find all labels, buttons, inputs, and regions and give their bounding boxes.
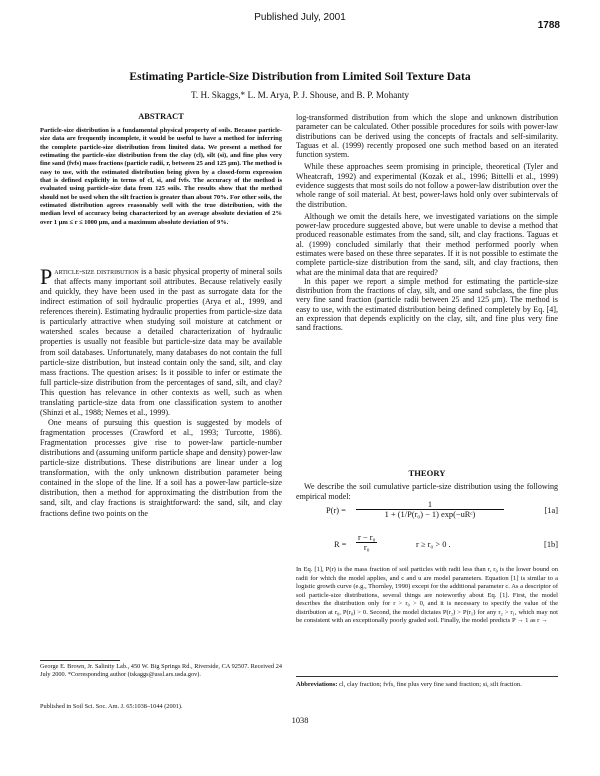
page-number-bottom: 1038	[291, 716, 309, 725]
footnote-rule	[40, 660, 120, 661]
publication-footnote: Published in Soil Sci. Soc. Am. J. 65:1038–1044 (2001).	[40, 703, 183, 710]
right-paragraph-4: In this paper we report a simple method for estimating the particle-size distribution from the fractions of clay, silt, and one sand subclass, the fine plus very fine sand fraction (particle radii between 25 and 125 μm). The method is easy to use, with the estimated distribution being defined completely by Eq. [4], an expression that depends explicitly on the clay, silt, and fine plus very fine sand fractions.	[296, 276, 558, 333]
intro-smallcaps: article-size distribution	[54, 267, 139, 276]
equation-1b-label: [1b]	[544, 540, 558, 549]
theory-explanation: In Eq. [1], P(r) is the mass fraction of soil particles with radii less than r, r₀ is the lower bound on radii for which the model applies, and c and u are model parameters. Equation [1] is similar to a logistic growth curve (e.g., Thornley, 1990) except for the additional parameter c. As a descriptor of soil particle-size distributions, several things are noteworthy about Eq. [1]. First, the model describes the distribution only for r > r₀ > 0, and it is necessary to specify the value of the distribution at r₀, P(r₀) > 0. Second, the model dictates P(r₂) > P(r₁) for any r₂ > r₁, which may not be consistent with an exceptionally poorly graded soil. Finally, the model predicts P → 1 as r →	[296, 566, 558, 625]
right-paragraph-3: Although we omit the details here, we investigated variations on the simple power-law procedure suggested above, but were unable to devise a method that produced reasonable estimates from the sand, silt, and clay fractions. Taguas et al. (1999) concluded similarly that their method performed poorly when estimates were based on these three separates. If it is not possible to estimate the complete particle-size distribution from the sand, silt, and clay fractions, then what are the minimal data that are required?	[296, 211, 558, 277]
paper-authors: T. H. Skaggs,* L. M. Arya, P. J. Shouse, and B. P. Mohanty	[190, 90, 410, 100]
abbreviations-rule	[296, 676, 558, 677]
intro-paragraph-2: One means of pursuing this question is suggested by models of fragmentation processes (Crawford et al., 1993; Turcotte, 1986). Fragmentation processes give rise to power-law particle-number distributions and (assuming uniform particle shape and density) power-law particle-size distributions. These distributions are linear under a log transformation, with the only unknown distribution parameter being contained in the slope of the line. If a soil has a power-law particle-size distribution, then a method for approximating the distribution from the sand, silt, and clay fractions is straightforward: the sand, silt, and clay fractions define two points on the	[40, 417, 282, 518]
right-paragraph-1: log-transformed distribution from which the slope and unknown distribution parameter can be calculated. Other possible procedures for soils with power-law distributions can be derived using the concepts of fractals and self-similarity. Taguas et al. (1999) recently proposed one such method based on an iterated function system.	[296, 113, 558, 160]
left-column-body	[40, 264, 283, 519]
equation-1b-fraction	[356, 533, 377, 552]
equation-1a-numerator: 1	[356, 500, 504, 510]
drop-cap: P	[40, 264, 53, 289]
equation-1a-label: [1a]	[544, 506, 558, 515]
page-number-top: 1788	[537, 20, 560, 31]
affiliation-footnote: George E. Brown, Jr. Salinity Lab., 450 W. Big Springs Rd., Riverside, CA 92507. Received 24 July 2000. *Corresponding author (tskaggs@ussl.ars.usda.gov).	[40, 663, 282, 679]
equation-1a-lhs: P(r) =	[326, 506, 346, 515]
equation-1b-condition: r ≥ r₀ > 0 .	[416, 540, 451, 549]
theory-intro: We describe the soil cumulative particle-size distribution using the following empirical model:	[296, 482, 558, 501]
intro-paragraph-1-text: is a basic physical property of mineral soils that affects many important soil attributes. Because relatively easily and quickly, they have been used in the past as surrogate data for the indirect estimation of soil hydraulic properties (Arya et al., 1999, and references therein). Estimating hydraulic properties from particle-size data is particularly attractive when studying soil moisture at catchment or watershed scales because a detailed characterization of hydraulic properties is usually not feasible but particle-size data may be available from soil databases. Unfortunately, many databases do not contain the full particle-size distribution, but instead contain only the sand, silt, and clay mass fractions. The question arises: Is it possible to infer or estimate the full particle-size distribution from the percentages of sand, silt, and clay? This question has relevance in other contexts as well, such as when translating particle-size data from one classification system to another (Shinzi et al., 1988; Nemes et al., 1999).	[40, 267, 283, 417]
published-note: Published July, 2001	[254, 12, 346, 23]
abbreviations-note	[296, 681, 558, 689]
abstract-heading: ABSTRACT	[138, 112, 184, 121]
right-paragraph-2: While these approaches seem promising in principle, theoretical (Tyler and Wheatcraft, 1992) and experimental (Kozak et al., 1996; Bittelli et al., 1999) evidence suggests that most soils do not follow a power-law distribution over the whole range of soil material. At best, power-laws hold only over subintervals of the distribution.	[296, 162, 558, 209]
paper-title: Estimating Particle-Size Distribution from Limited Soil Texture Data	[129, 70, 471, 83]
equation-1a-denominator: 1 + (1/P(r₀) − 1) exp(−uRᶜ)	[384, 510, 476, 519]
equation-1b-numerator: r − r₀	[358, 533, 376, 542]
abstract-text: Particle-size distribution is a fundamental physical property of soils. Because particle-size data are frequently incomplete, it would be useful to have a method for inferring the complete particle-size distribution from limited data. We present a method for estimating the particle-size distribution from the clay (cl), silt (si), and fine plus very fine sand (fvfs) mass fractions (particle radii, r, between 25 and 125 μm). The method is easy to use, with the estimated distribution being given by a closed-form expression that is defined explicitly in terms of cl, si, and fvfs. The accuracy of the method is evaluated using particle-size data from 125 soils. The results show that the method should not be used when the silt fraction is greater than about 70%. For other soils, the estimated distribution agrees reasonably well with the true distribution, with the median level of accuracy being characterized by an average absolute deviation of 2% over 1 μm ≤ r ≤ 1000 μm, and a maximum absolute deviation of 9%.	[40, 127, 282, 226]
theory-heading: THEORY	[408, 468, 446, 478]
equation-1b-denominator: r₀	[363, 543, 370, 552]
right-column-body	[296, 113, 558, 332]
intro-paragraph-1	[40, 264, 283, 418]
abbreviations-label: Abbreviations:	[296, 681, 338, 688]
equation-1a-rhs	[356, 500, 504, 519]
abbreviations-text: cl, clay fraction; fvfs, fine plus very fine sand fraction; si, silt fraction.	[337, 681, 522, 688]
equation-1b-lhs: R =	[334, 540, 347, 549]
